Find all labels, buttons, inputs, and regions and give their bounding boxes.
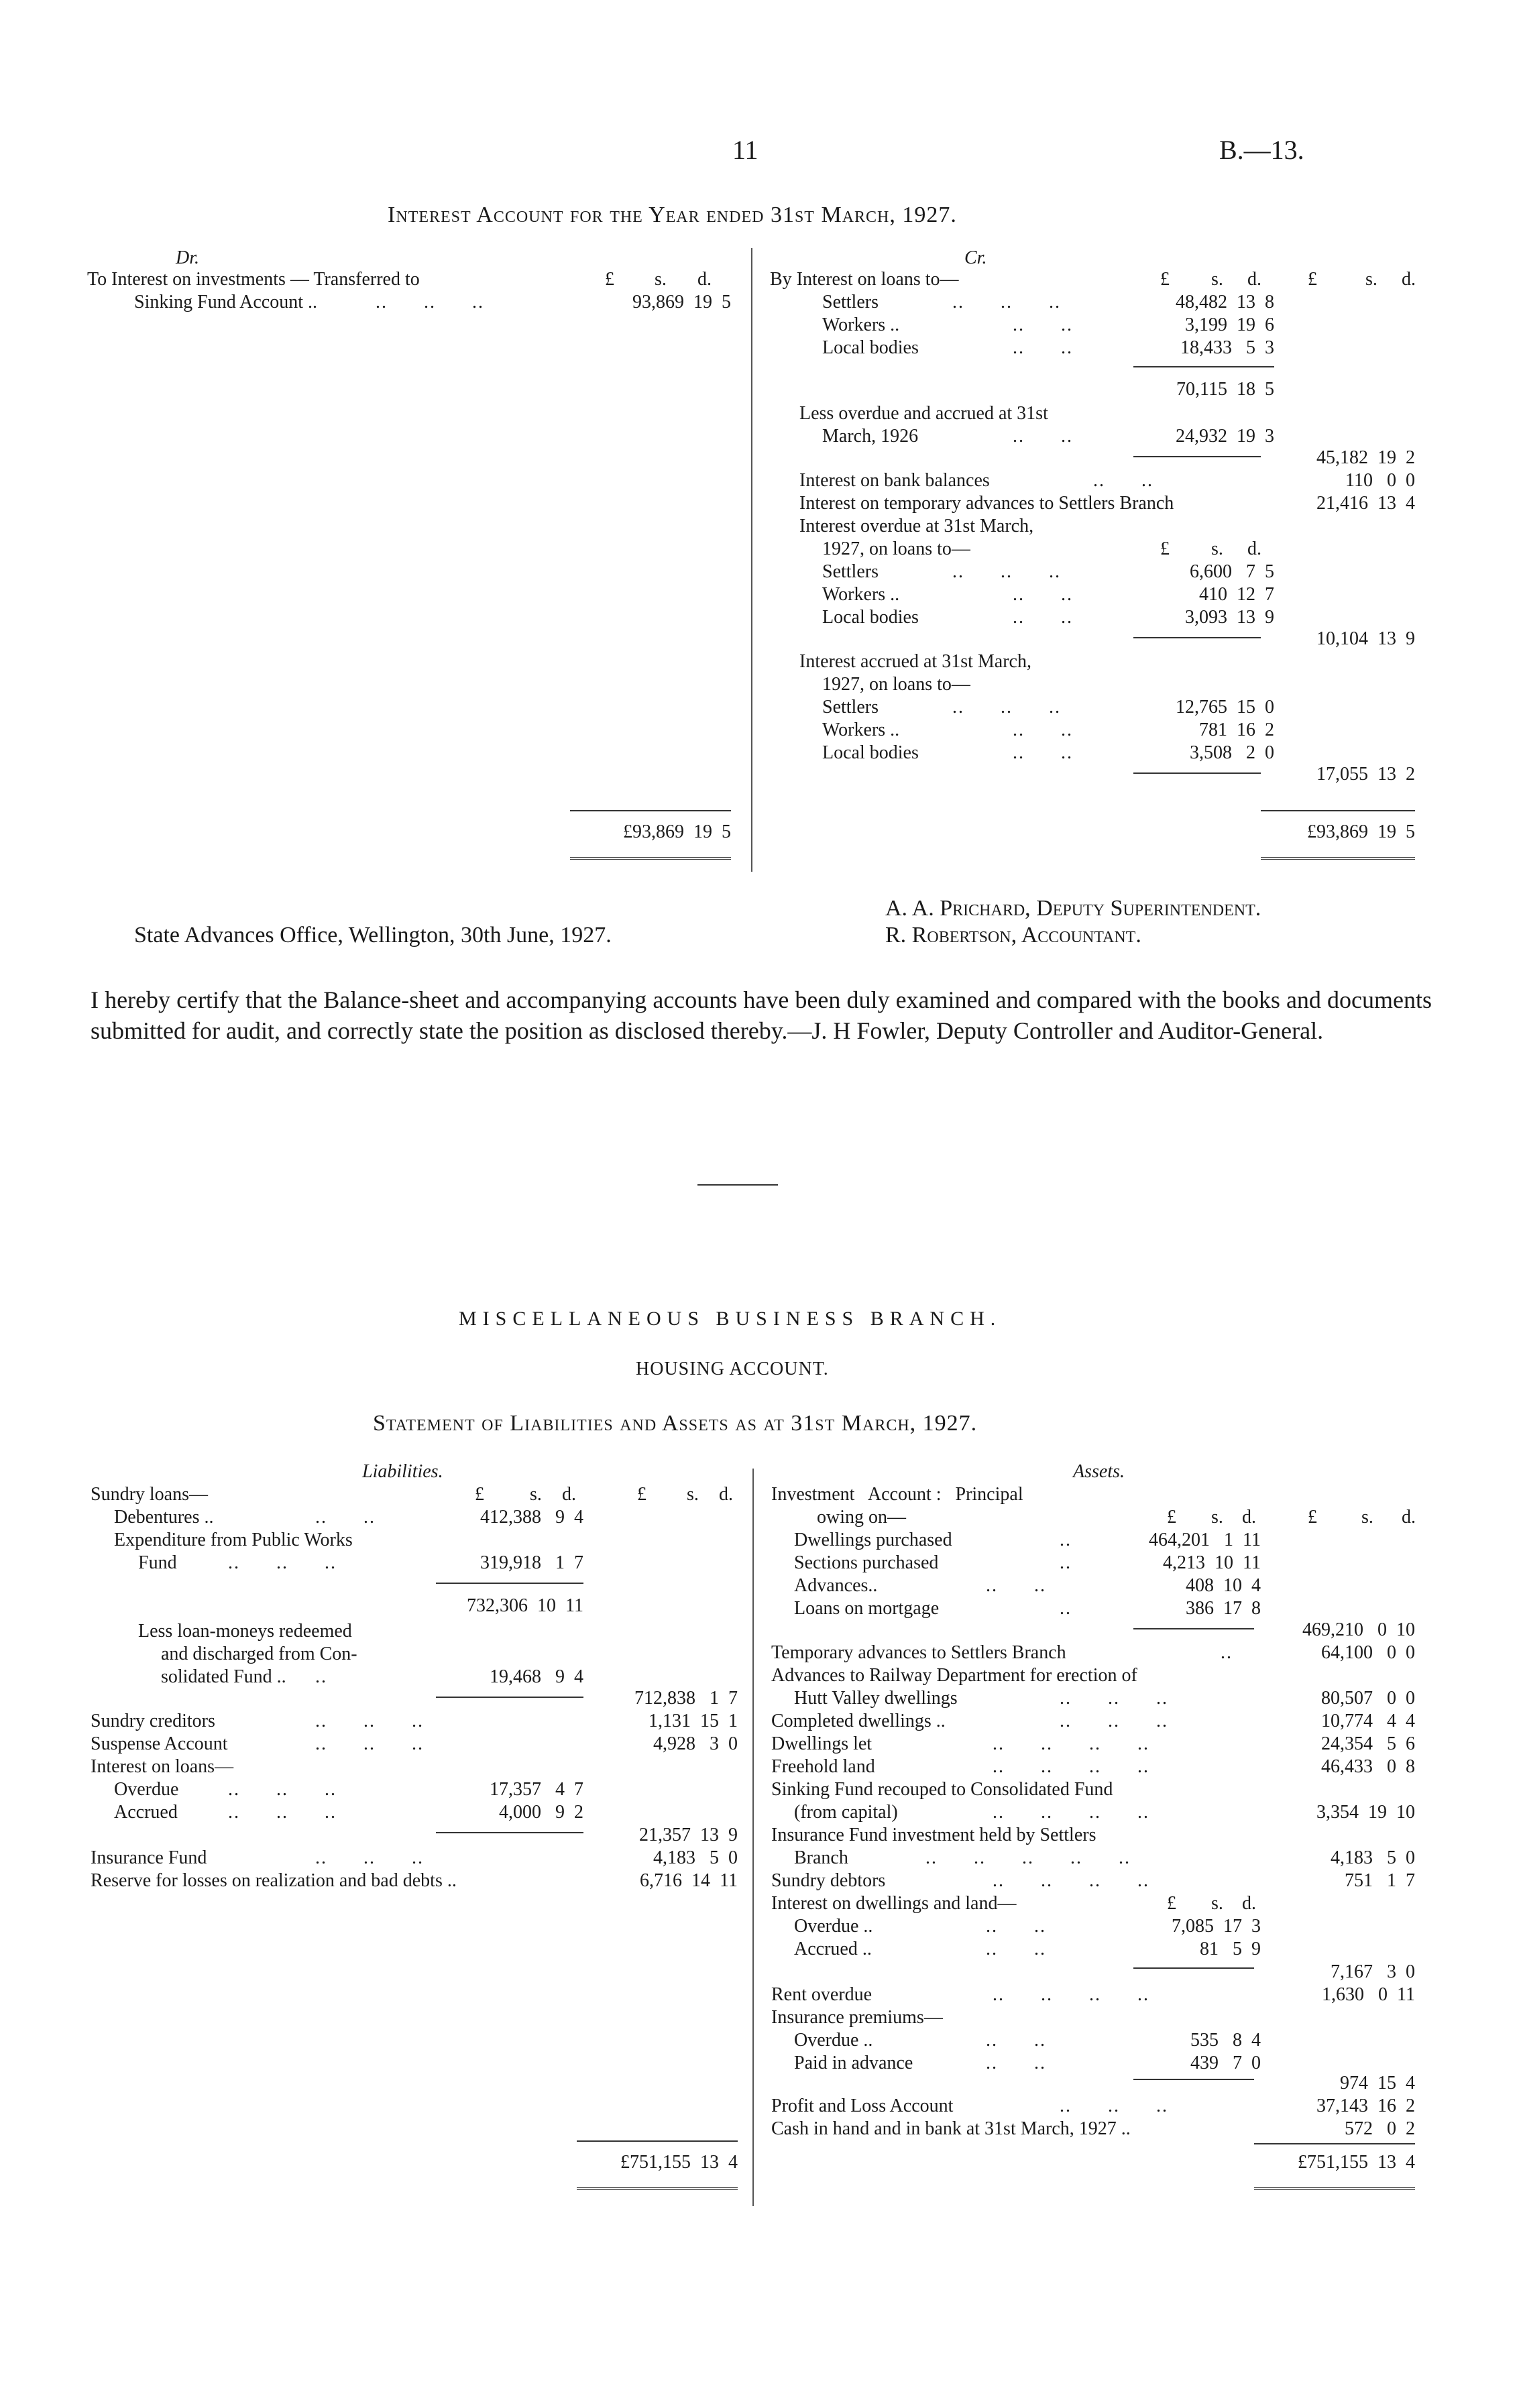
- liab-leader: ..: [315, 1666, 327, 1687]
- asset-item: Sections purchased: [794, 1552, 939, 1573]
- cr-total-double-rule: [1261, 857, 1415, 860]
- liab-less-amount: 19,468 9 4: [490, 1666, 583, 1687]
- asset-temp-amount: 64,100 0 0: [1321, 1642, 1415, 1663]
- dr-col-d: d.: [697, 269, 712, 290]
- liab-col-pound-2: £: [637, 1484, 646, 1505]
- liab-interest-total: 21,357 13 9: [639, 1825, 738, 1845]
- cr-accrued-line-2: 1927, on loans to—: [822, 674, 970, 695]
- cr-overdue-line-2: 1927, on loans to—: [822, 538, 970, 559]
- asset-premiums-overdue: Overdue ..: [794, 2030, 873, 2051]
- asset-leader: ..: [1060, 1530, 1072, 1550]
- asset-leader: .. .. .. .. ..: [925, 1847, 1131, 1868]
- cr-item-label: Workers ..: [822, 314, 900, 335]
- cr-accrued-item: Local bodies: [822, 742, 919, 763]
- asset-col-d-2: d.: [1402, 1507, 1416, 1528]
- asset-item-amount: 386 17 8: [1186, 1598, 1261, 1619]
- asset-rent-amount: 1,630 0 11: [1322, 1984, 1415, 2005]
- cr-subtotal-rule: [1133, 366, 1274, 367]
- cr-item-amount: 18,433 5 3: [1180, 337, 1274, 358]
- dr-line-2: Sinking Fund Account ..: [134, 292, 318, 312]
- balance-column-divider: [752, 1469, 754, 2206]
- asset-item-amount: 464,201 1 11: [1149, 1530, 1261, 1550]
- dr-leader: .. .. ..: [376, 292, 484, 312]
- interest-account-title: Interest Account for the Year ended 31st March, 1927.: [388, 203, 957, 227]
- asset-interest-rule: [1133, 1967, 1254, 1969]
- cr-item-leader: .. ..: [1013, 314, 1073, 335]
- cr-overdue-amount: 6,600 7 5: [1190, 561, 1274, 582]
- cr-overdue-item: Settlers: [822, 561, 879, 582]
- liab-creditors-amount: 1,131 15 1: [649, 1711, 738, 1731]
- asset-interest-accrued-amount: 81 5 9: [1200, 1939, 1261, 1959]
- cr-accrued-total: 17,055 13 2: [1316, 764, 1415, 785]
- dr-total: £93,869 19 5: [623, 821, 731, 842]
- cr-accrued-leader: .. ..: [1013, 742, 1073, 763]
- liab-accrued: Accrued: [114, 1802, 178, 1823]
- dr-label: Dr.: [176, 247, 200, 268]
- dr-amount: 93,869 19 5: [632, 292, 731, 312]
- asset-interest-col-s: s.: [1211, 1893, 1223, 1914]
- cr-overdue-leader: .. ..: [1013, 607, 1073, 628]
- cr-item-label: Settlers: [822, 292, 879, 312]
- cr-total: £93,869 19 5: [1307, 821, 1415, 842]
- asset-leader: .. .. ..: [1060, 1711, 1168, 1731]
- liab-grand-total-rule: [577, 2140, 738, 2142]
- asset-interest-col-d: d.: [1242, 1893, 1256, 1914]
- cr-accrued-leader: .. .. ..: [952, 697, 1061, 718]
- asset-cash: Cash in hand and in bank at 31st March, 1927 ..: [771, 2118, 1131, 2139]
- asset-leader: .. ..: [986, 1575, 1046, 1596]
- cr-overdue-col-pound: £: [1160, 538, 1170, 559]
- cr-bank-amount: 110 0 0: [1345, 470, 1415, 491]
- asset-premiums-advance-amount: 439 7 0: [1190, 2053, 1261, 2073]
- liab-less-line-3: solidated Fund ..: [161, 1666, 286, 1687]
- asset-completed: Completed dwellings ..: [771, 1711, 946, 1731]
- asset-let: Dwellings let: [771, 1733, 872, 1754]
- asset-interest-accrued: Accrued ..: [794, 1939, 872, 1959]
- asset-leader: .. .. .. ..: [993, 1870, 1149, 1891]
- asset-profit-loss-amount: 37,143 16 2: [1316, 2096, 1415, 2116]
- cr-col-s-1: s.: [1211, 269, 1223, 290]
- liab-expenditure-line-1: Expenditure from Public Works: [114, 1530, 353, 1550]
- liab-debentures: Debentures ..: [114, 1507, 214, 1528]
- signature-prichard: [885, 896, 1261, 921]
- asset-grand-total-rule: [1254, 2143, 1415, 2144]
- asset-leader: .. .. .. ..: [993, 1756, 1149, 1777]
- asset-interest-col-pound: £: [1167, 1893, 1176, 1914]
- assets-label: Assets.: [1073, 1461, 1125, 1482]
- liab-reserve: Reserve for losses on realization and bad debts ..: [91, 1870, 457, 1891]
- asset-col-pound-2: £: [1308, 1507, 1317, 1528]
- liab-col-s-2: s.: [687, 1484, 699, 1505]
- asset-insurance-line-1: Insurance Fund investment held by Settlers: [771, 1825, 1096, 1845]
- asset-railway-amount: 80,507 0 0: [1321, 1688, 1415, 1709]
- asset-leader: .. .. ..: [1060, 1688, 1168, 1709]
- cr-accrued-amount: 3,508 2 0: [1190, 742, 1274, 763]
- liab-net-loans: 712,838 1 7: [634, 1688, 738, 1709]
- branch-title: MISCELLANEOUS BUSINESS BRANCH.: [459, 1308, 1002, 1330]
- asset-item-amount: 4,213 10 11: [1163, 1552, 1261, 1573]
- asset-interest-overdue-amount: 7,085 17 3: [1172, 1916, 1261, 1937]
- cr-overdue-leader: .. ..: [1013, 584, 1073, 605]
- asset-insurance-amount: 4,183 5 0: [1331, 1847, 1415, 1868]
- document-reference: B.—13.: [1219, 135, 1304, 165]
- dr-col-s: s.: [655, 269, 667, 290]
- liab-interest-loans: Interest on loans—: [91, 1756, 234, 1777]
- cr-less-line-1: Less overdue and accrued at 31st: [799, 403, 1048, 424]
- cr-overdue-item: Local bodies: [822, 607, 919, 628]
- dr-line-1: To Interest on investments — Transferred to: [87, 269, 420, 290]
- asset-railway-line-1: Advances to Railway Department for erection of: [771, 1665, 1137, 1686]
- cr-by-line: By Interest on loans to—: [770, 269, 959, 290]
- asset-leader: ..: [1221, 1642, 1233, 1663]
- liab-accrued-amount: 4,000 9 2: [499, 1802, 583, 1823]
- cr-overdue-col-d: d.: [1247, 538, 1261, 559]
- liab-insurance: Insurance Fund: [91, 1847, 207, 1868]
- asset-interest-label: Interest on dwellings and land—: [771, 1893, 1017, 1914]
- asset-railway-line-2: Hutt Valley dwellings: [794, 1688, 958, 1709]
- signature-prichard-text: A. A. Prichard, Deputy Superintendent.: [885, 896, 1261, 921]
- asset-leader: .. .. .. ..: [993, 1802, 1149, 1823]
- asset-col-d-1: d.: [1242, 1507, 1256, 1528]
- asset-sinking-line-2: (from capital): [794, 1802, 898, 1823]
- cr-overdue-amount: 3,093 13 9: [1185, 607, 1274, 628]
- liab-leader: .. .. ..: [315, 1711, 424, 1731]
- asset-profit-loss: Profit and Loss Account: [771, 2096, 954, 2116]
- cr-temp-label: Interest on temporary advances to Settlers Branch: [799, 493, 1174, 514]
- cr-less-line-2: March, 1926: [822, 426, 919, 447]
- cr-item-amount: 3,199 19 6: [1185, 314, 1274, 335]
- liab-leader: .. .. ..: [228, 1779, 337, 1800]
- asset-sinking-line-1: Sinking Fund recouped to Consolidated Fund: [771, 1779, 1113, 1800]
- cr-accrued-item: Workers ..: [822, 720, 900, 740]
- asset-interest-total: 7,167 3 0: [1331, 1961, 1415, 1982]
- asset-premiums-label: Insurance premiums—: [771, 2007, 943, 2028]
- asset-temp: Temporary advances to Settlers Branch: [771, 1642, 1066, 1663]
- dr-total-double-rule: [570, 857, 731, 860]
- liab-less-line-1: Less loan-moneys redeemed: [138, 1621, 352, 1642]
- cr-bank-leader: .. ..: [1093, 470, 1153, 491]
- asset-col-pound-1: £: [1167, 1507, 1176, 1528]
- cr-accrued-line-1: Interest accrued at 31st March,: [799, 651, 1031, 672]
- liab-leader: .. .. ..: [228, 1802, 337, 1823]
- asset-investment-rule: [1133, 1628, 1254, 1629]
- cr-temp-amount: 21,416 13 4: [1316, 493, 1415, 514]
- asset-item-amount: 408 10 4: [1186, 1575, 1261, 1596]
- liab-col-pound-1: £: [475, 1484, 484, 1505]
- asset-col-s-1: s.: [1211, 1507, 1223, 1528]
- cr-less-amount: 24,932 19 3: [1176, 426, 1274, 447]
- liab-grand-total-double-rule: [577, 2187, 738, 2190]
- asset-premiums-total: 974 15 4: [1340, 2073, 1415, 2094]
- signature-robertson: [885, 923, 1141, 948]
- asset-premiums-advance: Paid in advance: [794, 2053, 913, 2073]
- cr-overdue-line-1: Interest overdue at 31st March,: [799, 516, 1034, 536]
- column-divider: [751, 248, 752, 872]
- asset-leader: .. .. .. ..: [993, 1733, 1149, 1754]
- asset-leader: .. .. .. ..: [993, 1984, 1149, 2005]
- cr-overdue-col-s: s.: [1211, 538, 1223, 559]
- asset-item: Dwellings purchased: [794, 1530, 952, 1550]
- liab-suspense: Suspense Account: [91, 1733, 228, 1754]
- asset-investment-line-1: Investment Account : Principal: [771, 1484, 1023, 1505]
- cr-accrued-leader: .. ..: [1013, 720, 1073, 740]
- asset-sinking-amount: 3,354 19 10: [1316, 1802, 1415, 1823]
- cr-net-amount: 45,182 19 2: [1316, 447, 1415, 468]
- liab-col-d-2: d.: [719, 1484, 733, 1505]
- cr-item-leader: .. ..: [1013, 337, 1073, 358]
- liab-sundry-loans: Sundry loans—: [91, 1484, 208, 1505]
- cr-net-rule: [1133, 456, 1261, 457]
- asset-interest-overdue: Overdue ..: [794, 1916, 873, 1937]
- asset-debtors-amount: 751 1 7: [1345, 1870, 1415, 1891]
- asset-leader: .. ..: [986, 1939, 1046, 1959]
- asset-leader: ..: [1060, 1552, 1072, 1573]
- asset-leader: ..: [1060, 1598, 1072, 1619]
- cr-overdue-item: Workers ..: [822, 584, 900, 605]
- asset-investment-line-2: owing on—: [817, 1507, 906, 1528]
- liab-reserve-amount: 6,716 14 11: [640, 1870, 738, 1891]
- asset-let-amount: 24,354 5 6: [1321, 1733, 1415, 1754]
- asset-cash-amount: 572 0 2: [1345, 2118, 1415, 2139]
- asset-col-s-2: s.: [1361, 1507, 1373, 1528]
- account-title: HOUSING ACCOUNT.: [636, 1359, 829, 1379]
- liab-col-d-1: d.: [562, 1484, 576, 1505]
- asset-insurance-line-2: Branch: [794, 1847, 848, 1868]
- cr-overdue-total: 10,104 13 9: [1316, 628, 1415, 649]
- dr-total-rule: [570, 810, 731, 811]
- liab-debentures-amount: 412,388 9 4: [480, 1507, 583, 1528]
- dr-col-pound: £: [605, 269, 614, 290]
- asset-premiums-rule: [1133, 2079, 1254, 2080]
- liab-less-line-2: and discharged from Con-: [161, 1644, 357, 1664]
- cr-accrued-amount: 781 16 2: [1199, 720, 1274, 740]
- liab-overdue-amount: 17,357 4 7: [490, 1779, 583, 1800]
- liab-subtotal-rule: [436, 1583, 583, 1584]
- asset-leader: .. ..: [986, 2030, 1046, 2051]
- liab-creditors: Sundry creditors: [91, 1711, 215, 1731]
- liab-interest-rule: [436, 1832, 583, 1833]
- liab-expenditure-amount: 319,918 1 7: [480, 1552, 583, 1573]
- statement-title: Statement of Liabilities and Assets as at 31st March, 1927.: [373, 1411, 978, 1436]
- asset-leader: .. .. ..: [1060, 2096, 1168, 2116]
- cr-overdue-rule: [1133, 637, 1261, 638]
- liabilities-label: Liabilities.: [362, 1461, 443, 1482]
- cr-item-amount: 48,482 13 8: [1176, 292, 1274, 312]
- liab-insurance-amount: 4,183 5 0: [653, 1847, 738, 1868]
- cr-bank-label: Interest on bank balances: [799, 470, 990, 491]
- liab-col-s-1: s.: [530, 1484, 542, 1505]
- liab-grand-total: £751,155 13 4: [620, 2152, 738, 2173]
- signature-robertson-text: R. Robertson, Accountant.: [885, 923, 1141, 948]
- liab-leader: .. .. ..: [228, 1552, 337, 1573]
- asset-rent: Rent overdue: [771, 1984, 872, 2005]
- asset-grand-total: £751,155 13 4: [1298, 2152, 1415, 2173]
- liab-leader: .. ..: [315, 1507, 376, 1528]
- asset-item: Advances..: [794, 1575, 878, 1596]
- cr-overdue-amount: 410 12 7: [1199, 584, 1274, 605]
- cr-overdue-leader: .. .. ..: [952, 561, 1061, 582]
- liab-expenditure-line-2: Fund: [138, 1552, 177, 1573]
- asset-leader: .. ..: [986, 1916, 1046, 1937]
- cr-less-leader: .. ..: [1013, 426, 1073, 447]
- asset-item: Loans on mortgage: [794, 1598, 940, 1619]
- asset-freehold: Freehold land: [771, 1756, 875, 1777]
- asset-freehold-amount: 46,433 0 8: [1321, 1756, 1415, 1777]
- asset-debtors: Sundry debtors: [771, 1870, 886, 1891]
- liab-net-rule: [436, 1697, 583, 1698]
- cr-accrued-item: Settlers: [822, 697, 879, 718]
- asset-grand-total-double-rule: [1254, 2187, 1415, 2190]
- cr-col-pound-2: £: [1308, 269, 1317, 290]
- asset-premiums-overdue-amount: 535 8 4: [1190, 2030, 1261, 2051]
- office-line: State Advances Office, Wellington, 30th June, 1927.: [134, 923, 612, 948]
- cr-item-label: Local bodies: [822, 337, 919, 358]
- section-divider: [697, 1184, 778, 1186]
- liab-suspense-amount: 4,928 3 0: [653, 1733, 738, 1754]
- asset-leader: .. ..: [986, 2053, 1046, 2073]
- asset-completed-amount: 10,774 4 4: [1321, 1711, 1415, 1731]
- cr-col-d-2: d.: [1402, 269, 1416, 290]
- cr-col-pound-1: £: [1160, 269, 1170, 290]
- liab-subtotal: 732,306 10 11: [467, 1595, 583, 1616]
- liab-leader: .. .. ..: [315, 1847, 424, 1868]
- liab-leader: .. .. ..: [315, 1733, 424, 1754]
- audit-certificate: I hereby certify that the Balance-sheet and accompanying accounts have been duly examined and compared with the books and documents submitted for audit, and correctly state the position as disclosed thereby.—J. H Fowler, Deputy Controller and Auditor-General.: [91, 986, 1432, 1044]
- liab-overdue: Overdue: [114, 1779, 179, 1800]
- cr-col-d-1: d.: [1247, 269, 1261, 290]
- cr-accrued-rule: [1133, 772, 1261, 774]
- page-number: 11: [732, 135, 758, 165]
- cr-accrued-amount: 12,765 15 0: [1176, 697, 1274, 718]
- cr-total-rule: [1261, 810, 1415, 811]
- cr-label: Cr.: [964, 247, 987, 268]
- cr-subtotal: 70,115 18 5: [1176, 379, 1274, 400]
- asset-investment-total: 469,210 0 10: [1302, 1619, 1415, 1640]
- cr-col-s-2: s.: [1365, 269, 1377, 290]
- cr-item-leader: .. .. ..: [952, 292, 1061, 312]
